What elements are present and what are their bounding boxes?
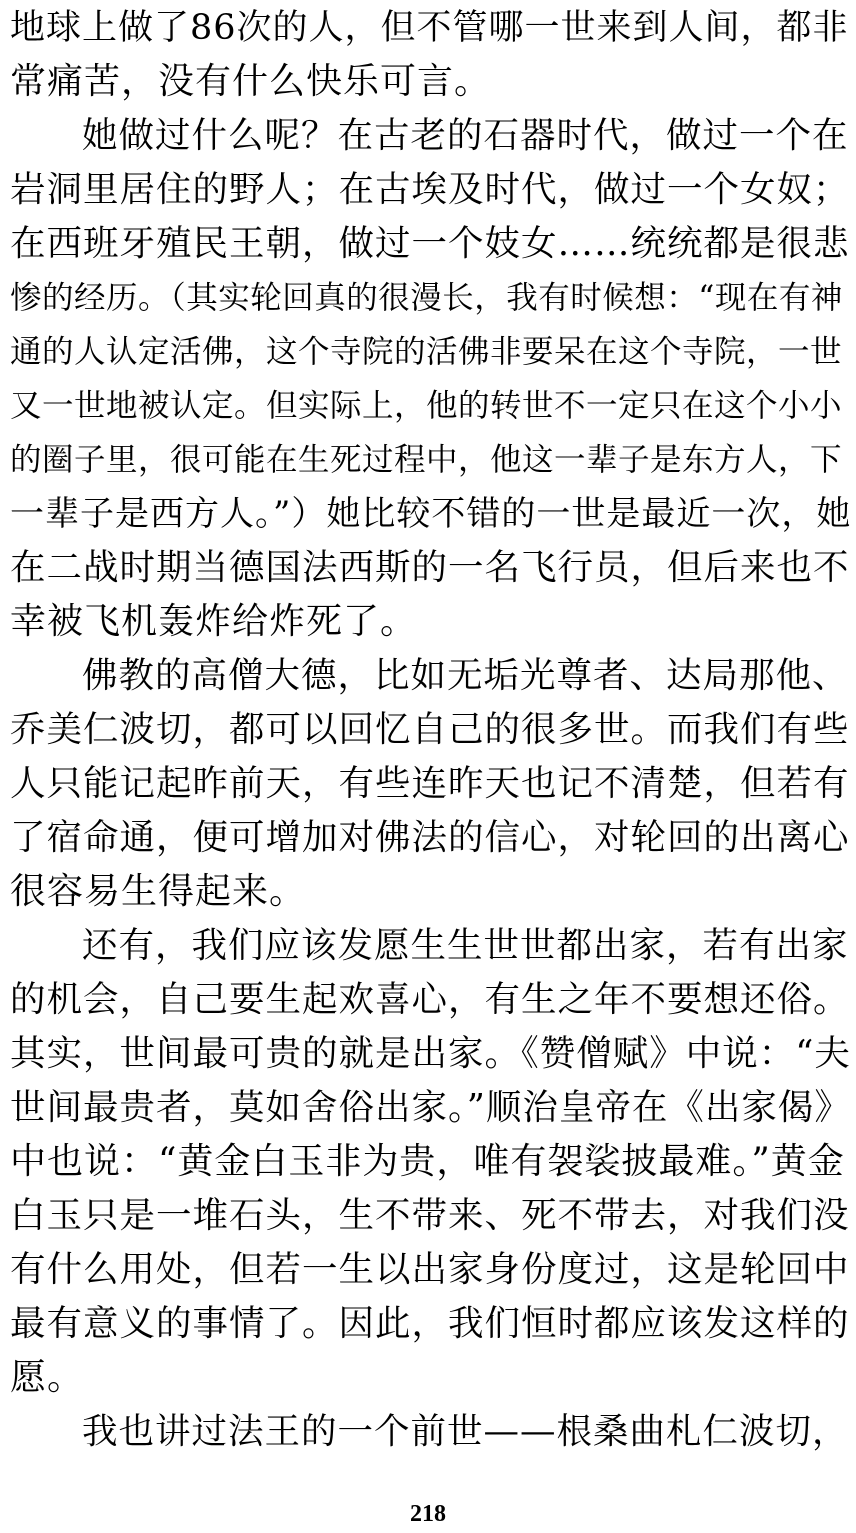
text-line-21: 世间最贵者，莫如舍俗出家。”顺治皇帝在《出家偈》 [10, 1087, 851, 1128]
text-line-13: 佛教的高僧大德，比如无垢光尊者、达局那他、 [82, 655, 849, 696]
text-line-25: 最有意义的事情了。因此，我们恒时都应该发这样的 [10, 1303, 850, 1344]
text-line-8: 又一世地被认定。但实际上，他的转世不一定只在这个小小 [10, 388, 843, 424]
text-line-20: 其实，世间最可贵的就是出家。《赞僧赋》中说：“夫 [10, 1033, 851, 1074]
text-line-11: 在二战时期当德国法西斯的一名飞行员，但后来也不 [10, 547, 850, 588]
page-number: 218 [410, 1501, 446, 1527]
text-line-2: 常痛苦，没有什么快乐可言。 [10, 61, 492, 102]
text-line-9: 的圈子里，很可能在生死过程中，他这一辈子是东方人，下 [10, 442, 843, 478]
text-line-18: 还有，我们应该发愿生生世世都出家，若有出家 [82, 925, 849, 966]
text-line-10: 一辈子是西方人。”）她比较不错的一世是最近一次，她 [10, 494, 852, 534]
text-line-27: 我也讲过法王的一个前世——根桑曲札仁波切， [82, 1411, 849, 1452]
text-line-14: 乔美仁波切，都可以回忆自己的很多世。而我们有些 [10, 709, 850, 750]
text-line-26: 愿。 [10, 1357, 85, 1398]
text-line-19: 的机会，自己要生起欢喜心，有生之年不要想还俗。 [10, 979, 850, 1020]
text-line-5: 在西班牙殖民王朝，做过一个妓女……统统都是很悲 [10, 223, 850, 264]
text-line-6: 惨的经历。（其实轮回真的很漫长，我有时候想：“现在有神 [10, 280, 843, 316]
text-line-3: 她做过什么呢？在古老的石器时代，做过一个在 [82, 115, 849, 156]
text-line-7: 通的人认定活佛，这个寺院的活佛非要呆在这个寺院，一世 [10, 334, 843, 370]
text-line-23: 白玉只是一堆石头，生不带来、死不带去，对我们没 [10, 1195, 850, 1236]
text-line-12: 幸被飞机轰炸给炸死了。 [10, 601, 418, 642]
text-line-1: 地球上做了86次的人，但不管哪一世来到人间，都非 [10, 8, 849, 48]
text-line-15: 人只能记起昨前天，有些连昨天也记不清楚，但若有 [10, 763, 850, 804]
text-line-16: 了宿命通，便可增加对佛法的信心，对轮回的出离心 [10, 817, 850, 858]
text-line-17: 很容易生得起来。 [10, 871, 307, 912]
text-line-24: 有什么用处，但若一生以出家身份度过，这是轮回中 [10, 1249, 850, 1290]
book-page [10, 0, 852, 1533]
text-line-22: 中也说：“黄金白玉非为贵，唯有袈裟披最难。”黄金 [10, 1141, 845, 1182]
text-line-4: 岩洞里居住的野人；在古埃及时代，做过一个女奴； [10, 169, 850, 210]
